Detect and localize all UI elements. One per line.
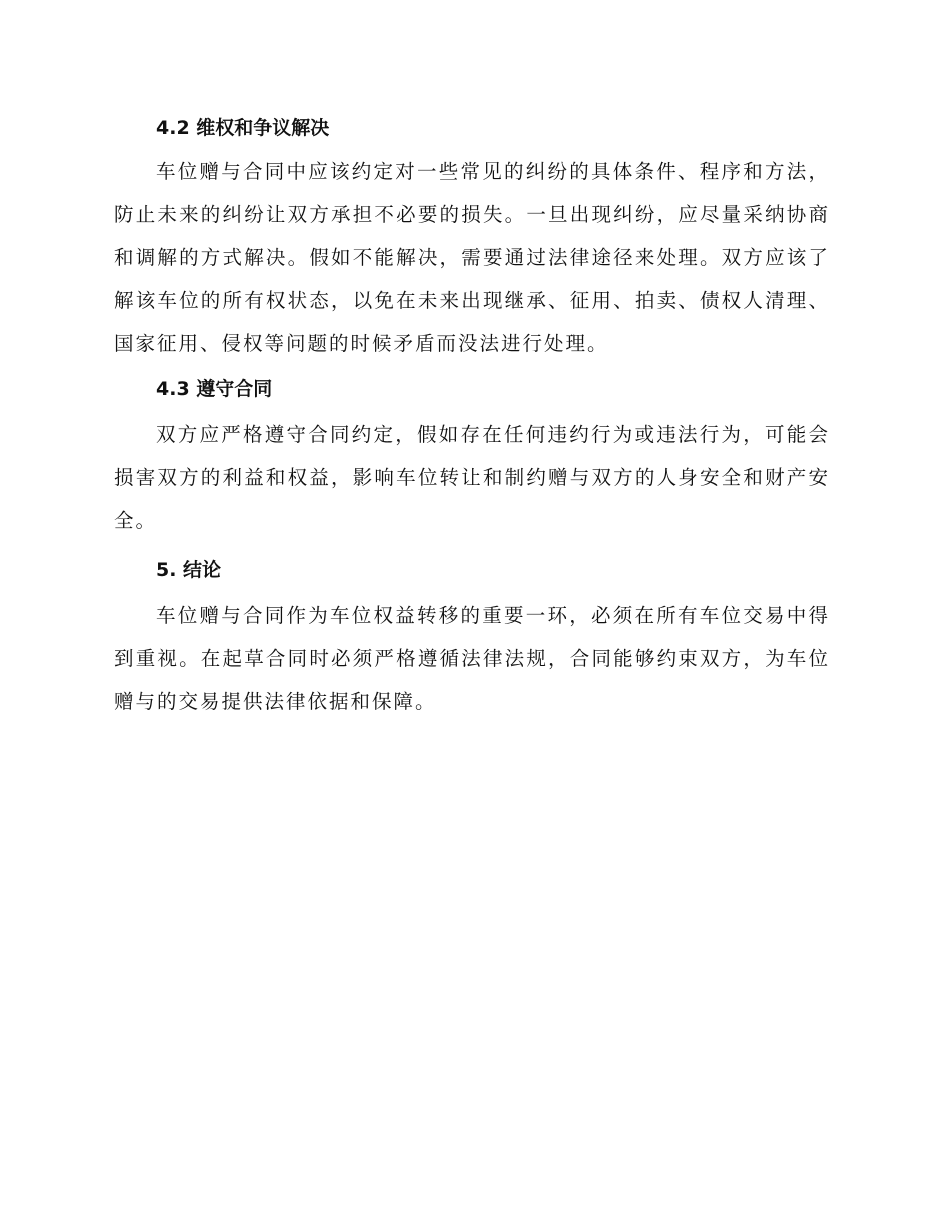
section-paragraph-5: 车位赠与合同作为车位权益转移的重要一环，必须在所有车位交易中得到重视。在起草合同时必须严格遵循法律法规，合同能够约束双方，为车位赠与的交易提供法律依据和保障。 — [114, 604, 830, 713]
section-heading-4-2: 4.2 维权和争议解决 — [156, 117, 330, 139]
section-heading-4-3: 4.3 遵守合同 — [156, 378, 273, 400]
document-page — [114, 112, 830, 723]
section-heading-5: 5. 结论 — [156, 559, 222, 581]
section-paragraph-4-3: 双方应严格遵守合同约定，假如存在任何违约行为或违法行为，可能会损害双方的利益和权益，影响车位转让和制约赠与双方的人身安全和财产安全。 — [114, 423, 830, 532]
section-paragraph-4-2: 车位赠与合同中应该约定对一些常见的纠纷的具体条件、程序和方法，防止未来的纠纷让双方承担不必要的损失。一旦出现纠纷，应尽量采纳协商和调解的方式解决。假如不能解决，需要通过法律途径来处理。双方应该了解该车位的所有权状态，以免在未来出现继承、征用、拍卖、债权人清理、国家征用、侵权等问题的时候矛盾而没法进行处理。 — [114, 160, 830, 355]
